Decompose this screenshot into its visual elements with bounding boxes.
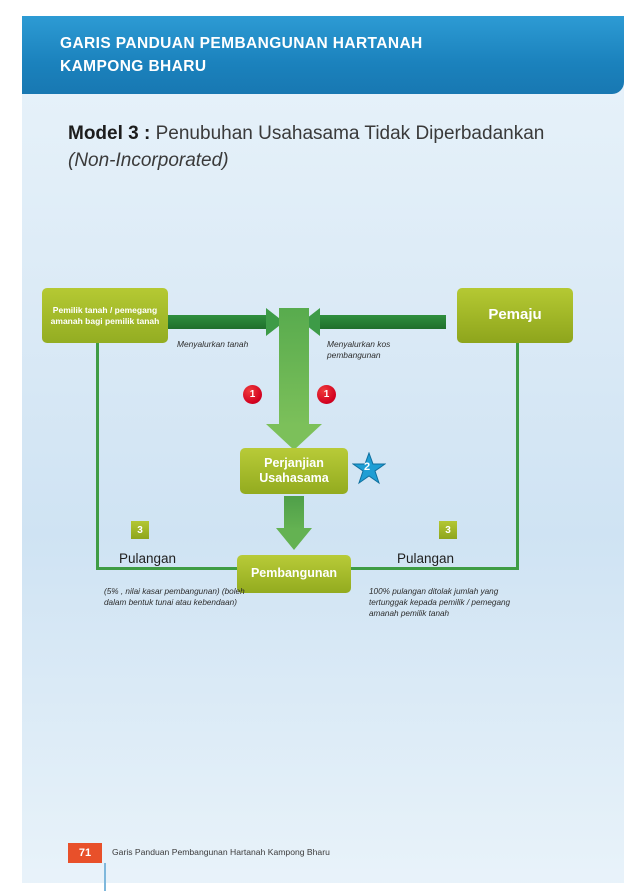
step-marker-3-right: 3 (439, 521, 457, 539)
header-title (60, 32, 580, 78)
header-title-line1: GARIS PANDUAN PEMBANGUNAN HARTANAH (60, 35, 423, 52)
page-margin-bottom (0, 883, 632, 891)
arrow-developer-to-center (320, 315, 446, 329)
arrow-jv-to-development-head (276, 528, 312, 550)
step-marker-3-left: 3 (131, 521, 149, 539)
step-marker-1-right: 1 (317, 385, 336, 404)
return-label-left: Pulangan (119, 551, 177, 566)
page-margin-left (0, 0, 22, 891)
model-text-italic: (Non-Incorporated) (68, 150, 229, 171)
arrow-center-to-jv (279, 308, 309, 426)
node-development (237, 555, 351, 593)
return-path-right-horizontal (348, 567, 519, 570)
edge-label-land: Menyalurkan tanah (177, 339, 249, 349)
step-marker-2: 2 (364, 461, 371, 473)
node-developer (457, 288, 573, 343)
return-path-left-vertical (96, 318, 99, 570)
footer-rule (104, 863, 106, 891)
return-label-right: Pulangan (397, 551, 455, 566)
page-header-band (22, 16, 624, 94)
arrow-owner-to-center (168, 315, 268, 329)
node-joint-venture-label: Perjanjian Usahasama (259, 455, 329, 485)
return-note-right: 100% pulangan ditolak jumlah yang tertunggak kepada pemilik / pemegang amanah pemilik tanah (369, 587, 511, 618)
model-label: Model 3 : (68, 123, 151, 144)
node-joint-venture (240, 448, 348, 494)
page-number-badge: 71 (68, 843, 102, 863)
page-margin-top (0, 0, 632, 16)
return-note-left: (5% , nilai kasar pembangunan) (boleh dalam bentuk tunai atau kebendaan) (104, 587, 245, 607)
node-landowner (42, 288, 168, 343)
node-developer-label: Pemaju (488, 306, 542, 324)
return-path-right-vertical (516, 330, 519, 570)
model-text: Penubuhan Usahasama Tidak Diperbadankan (155, 123, 545, 144)
footer-text: Garis Panduan Pembangunan Hartanah Kampong Bharu (112, 847, 330, 857)
node-development-label: Pembangunan (250, 566, 338, 581)
return-path-left-horizontal (96, 567, 242, 570)
page-margin-right (624, 0, 632, 891)
arrow-center-to-jv-head (266, 424, 322, 450)
step-marker-1-left: 1 (243, 385, 262, 404)
header-title-line2: KAMPONG BHARU (60, 58, 207, 75)
arrow-jv-to-development (284, 496, 304, 530)
node-landowner-label: Pemilik tanah / pemegang amanah bagi pemilik tanah (50, 305, 160, 326)
edge-label-cost: Menyalurkan kos pembangunan (327, 339, 391, 360)
